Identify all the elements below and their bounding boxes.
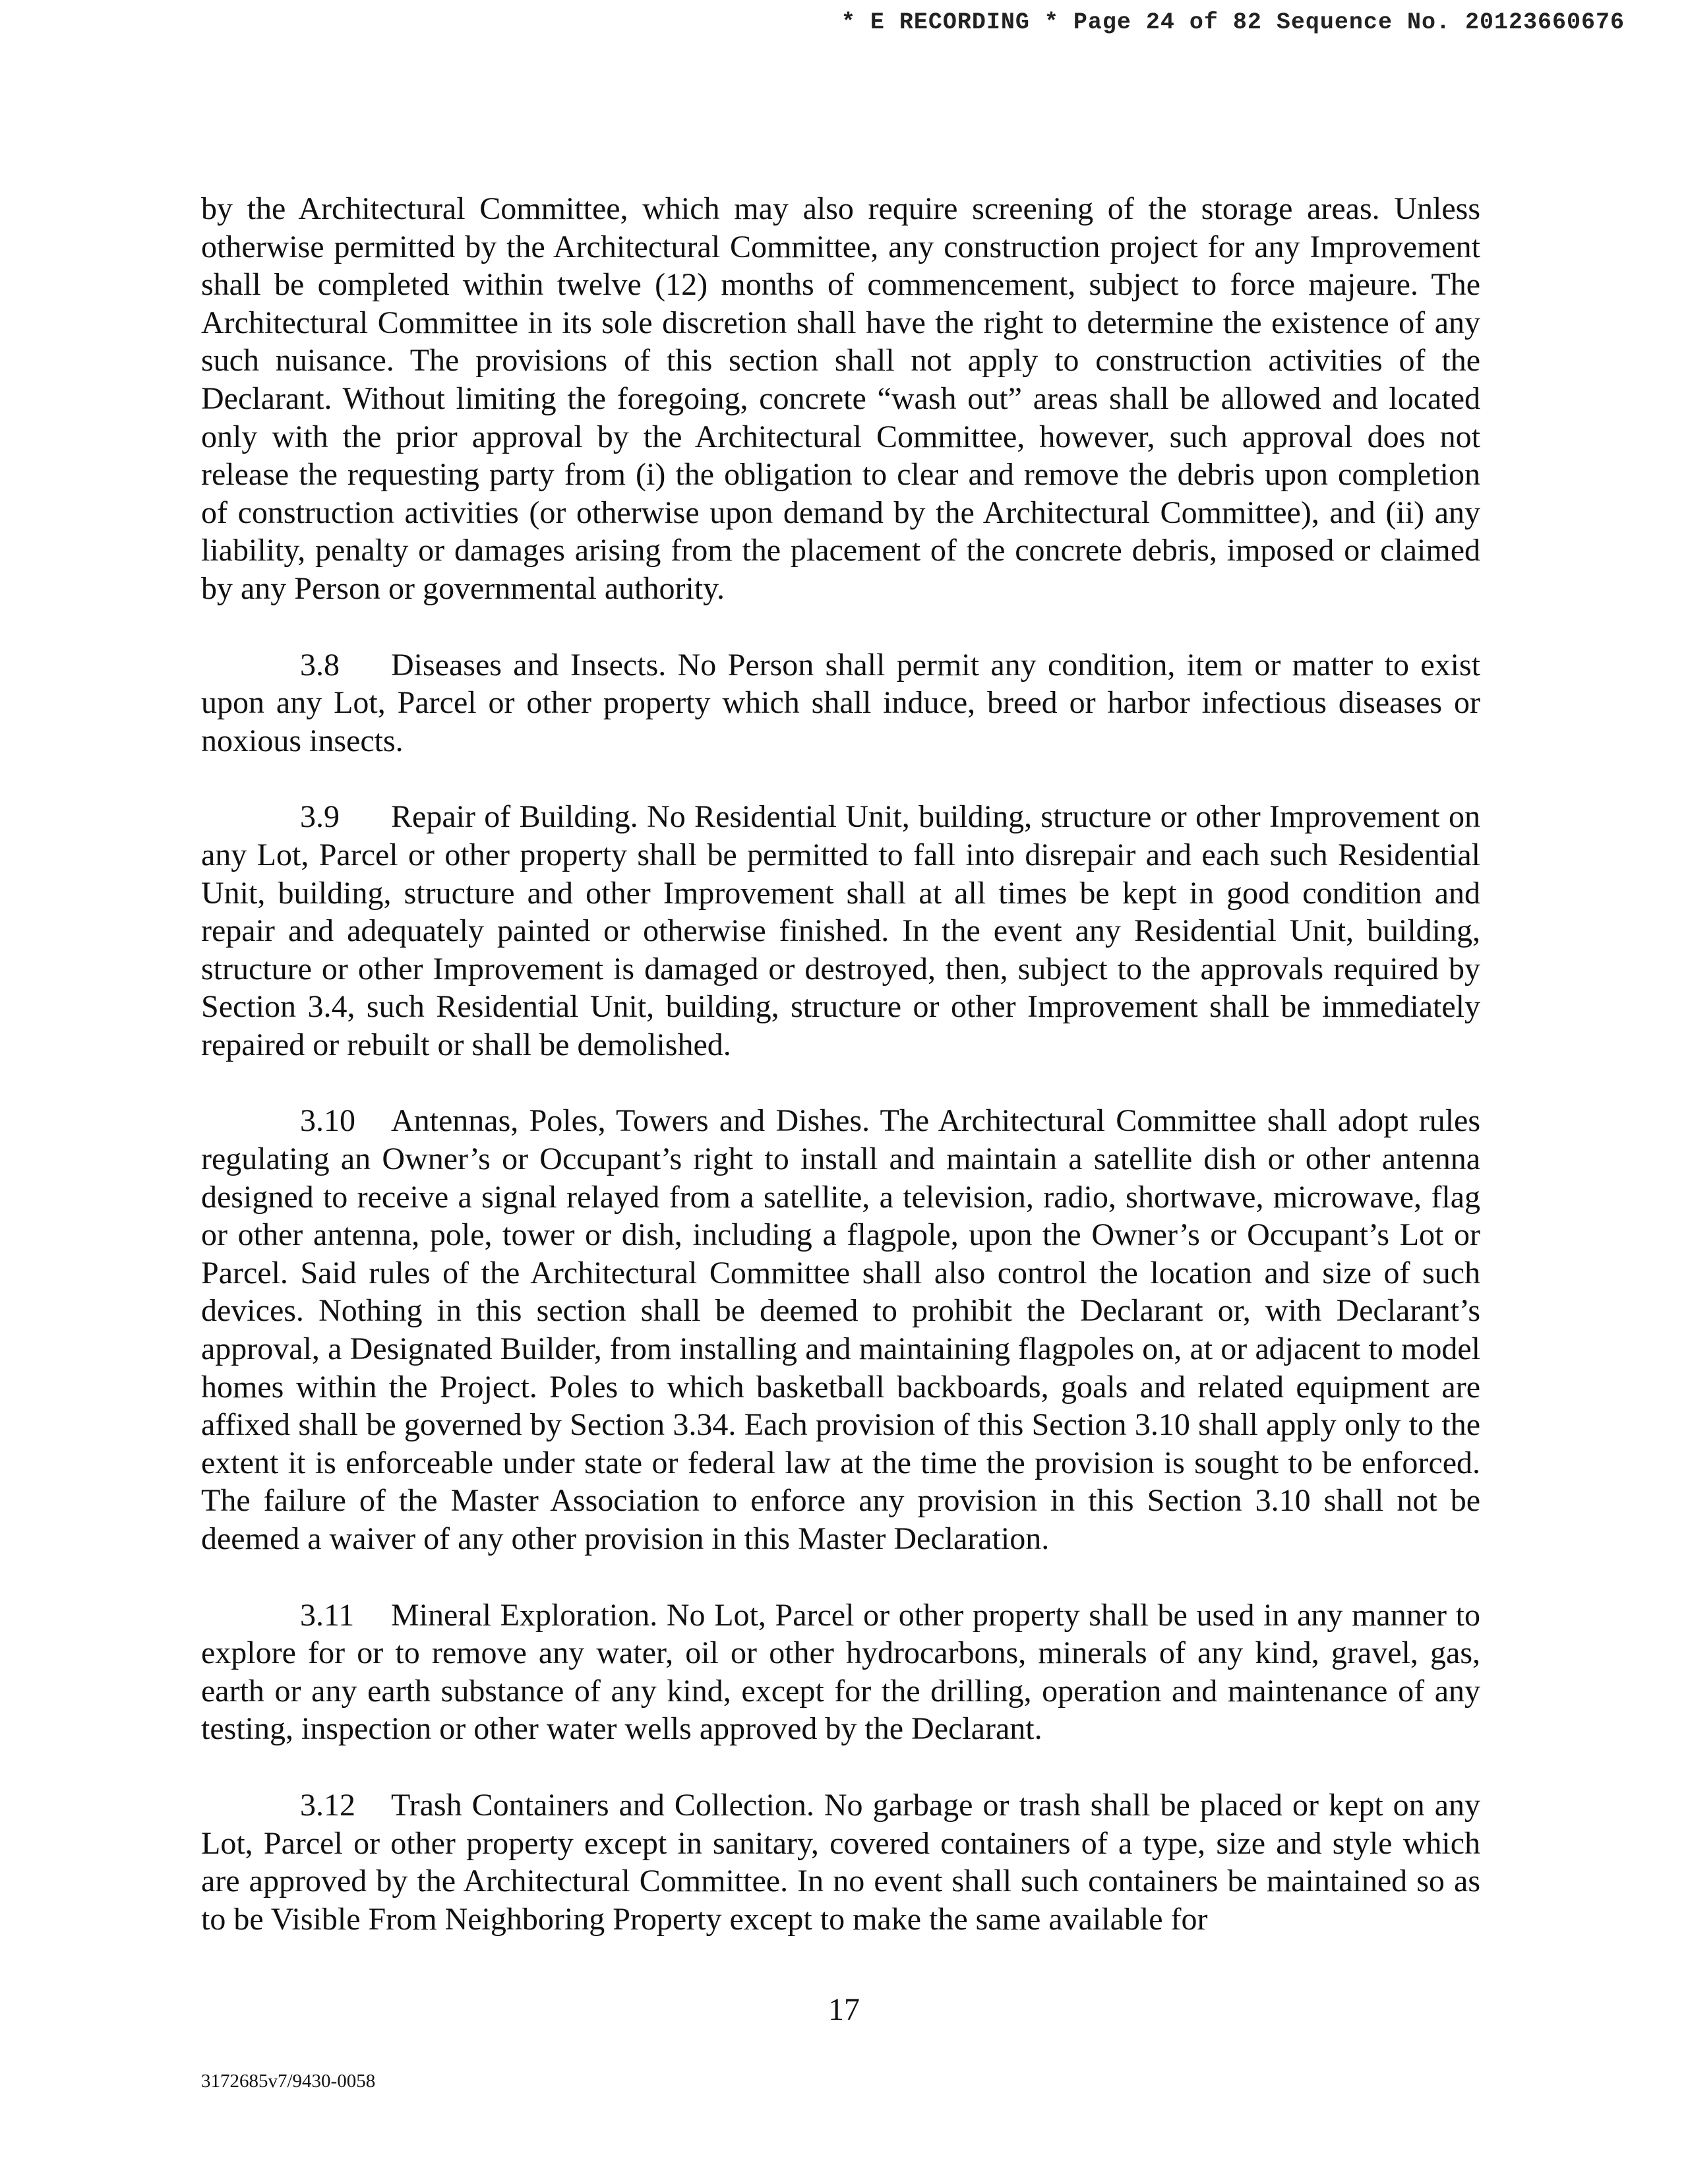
section-number: 3.11 bbox=[300, 1597, 355, 1633]
section-3-10 bbox=[201, 1102, 1480, 1558]
section-3-11 bbox=[201, 1596, 1480, 1748]
section-number: 3.10 bbox=[300, 1103, 355, 1139]
section-text: No Person shall permit any condition, item or matter to exist upon any Lot, Parcel or other property which shall induce, breed or harbor infectious diseases or noxious insects. bbox=[201, 647, 1480, 758]
section-text: No garbage or trash shall be placed or kept on any Lot, Parcel or other property except in sanitary, covered containers of a type, size and style which are approved by the Architectural Committee. In no event shall such containers be maintained so as to be Visible From Neighboring Property except to make the same available for bbox=[201, 1787, 1480, 1937]
document-id: 3172685v7/9430-0058 bbox=[201, 2071, 376, 2092]
page-number: 17 bbox=[828, 1992, 860, 2027]
section-number: 3.9 bbox=[300, 799, 340, 835]
section-title: Repair of Building. bbox=[391, 799, 638, 835]
section-text: The Architectural Committee shall adopt rules regulating an Owner’s or Occupant’s right to install and maintain a satellite dish or other antenna designed to receive a signal relayed from a satellite, a television, radio, shortwave, microwave, flag or other antenna, pole, tower or dish, including a flagpole, upon the Owner’s or Occupant’s Lot or Parcel. Said rules of the Architectural Committee shall also control the location and size of such devices. Nothing in this section shall be deemed to prohibit the Declarant or, with Declarant’s approval, a Designated Builder, from installing and maintaining flagpoles on, at or adjacent to model homes within the Project. Poles to which basketball backboards, goals and related equipment are affixed shall be governed by Section 3.34. Each provision of this Section 3.10 shall apply only to the extent it is enforceable under state or federal law at the time the provision is sought to be enforced. The failure of the Master Association to enforce any provision in this Section 3.10 shall not be deemed a waiver of any other provision in this Master Declaration. bbox=[201, 1103, 1481, 1556]
section-number: 3.12 bbox=[300, 1787, 355, 1823]
section-3-9 bbox=[201, 798, 1480, 1064]
section-number: 3.8 bbox=[300, 647, 340, 682]
section-title: Trash Containers and Collection. bbox=[391, 1787, 814, 1823]
recording-header: * E RECORDING * Page 24 of 82 Sequence No. 20123660676 bbox=[841, 9, 1625, 36]
continuation-paragraph: by the Architectural Committee, which may also require screening of the storage areas. Unless otherwise permitted by the Architectural Committee, any construction project for any Improvement shall be completed within twelve (12) months of commencement, subject to force majeure. The Architectural Committee in its sole discretion shall have the right to determine the existence of any such nuisance. The provisions of this section shall not apply to construction activities of the Declarant. Without limiting the foregoing, concrete “wash out” areas shall be allowed and located only with the prior approval by the Architectural Committee, however, such approval does not release the requesting party from (i) the obligation to clear and remove the debris upon completion of construction activities (or otherwise upon demand by the Architectural Committee), and (ii) any liability, penalty or damages arising from the placement of the concrete debris, imposed or claimed by any Person or governmental authority. bbox=[201, 191, 1480, 606]
section-3-8 bbox=[201, 646, 1480, 760]
section-title: Mineral Exploration. bbox=[391, 1597, 658, 1633]
section-title: Antennas, Poles, Towers and Dishes. bbox=[391, 1103, 870, 1139]
section-text: No Lot, Parcel or other property shall be used in any manner to explore for or to remove any water, oil or other hydrocarbons, minerals of any kind, gravel, gas, earth or any earth substance of any kind, except for the drilling, operation and maintenance of any testing, inspection or other water wells approved by the Declarant. bbox=[201, 1597, 1481, 1747]
section-3-12 bbox=[201, 1786, 1480, 1938]
document-body bbox=[201, 190, 1480, 1976]
section-title: Diseases and Insects. bbox=[391, 647, 667, 682]
section-text: No Residential Unit, building, structure or other Improvement on any Lot, Parcel or other property shall be permitted to fall into disrepair and each such Residential Unit, building, structure and other Improvement shall at all times be kept in good condition and repair and adequately painted or otherwise finished. In the event any Residential Unit, building, structure or other Improvement is damaged or destroyed, then, subject to the approvals required by Section 3.4, such Residential Unit, building, structure or other Improvement shall be immediately repaired or rebuilt or shall be demolished. bbox=[201, 799, 1480, 1062]
